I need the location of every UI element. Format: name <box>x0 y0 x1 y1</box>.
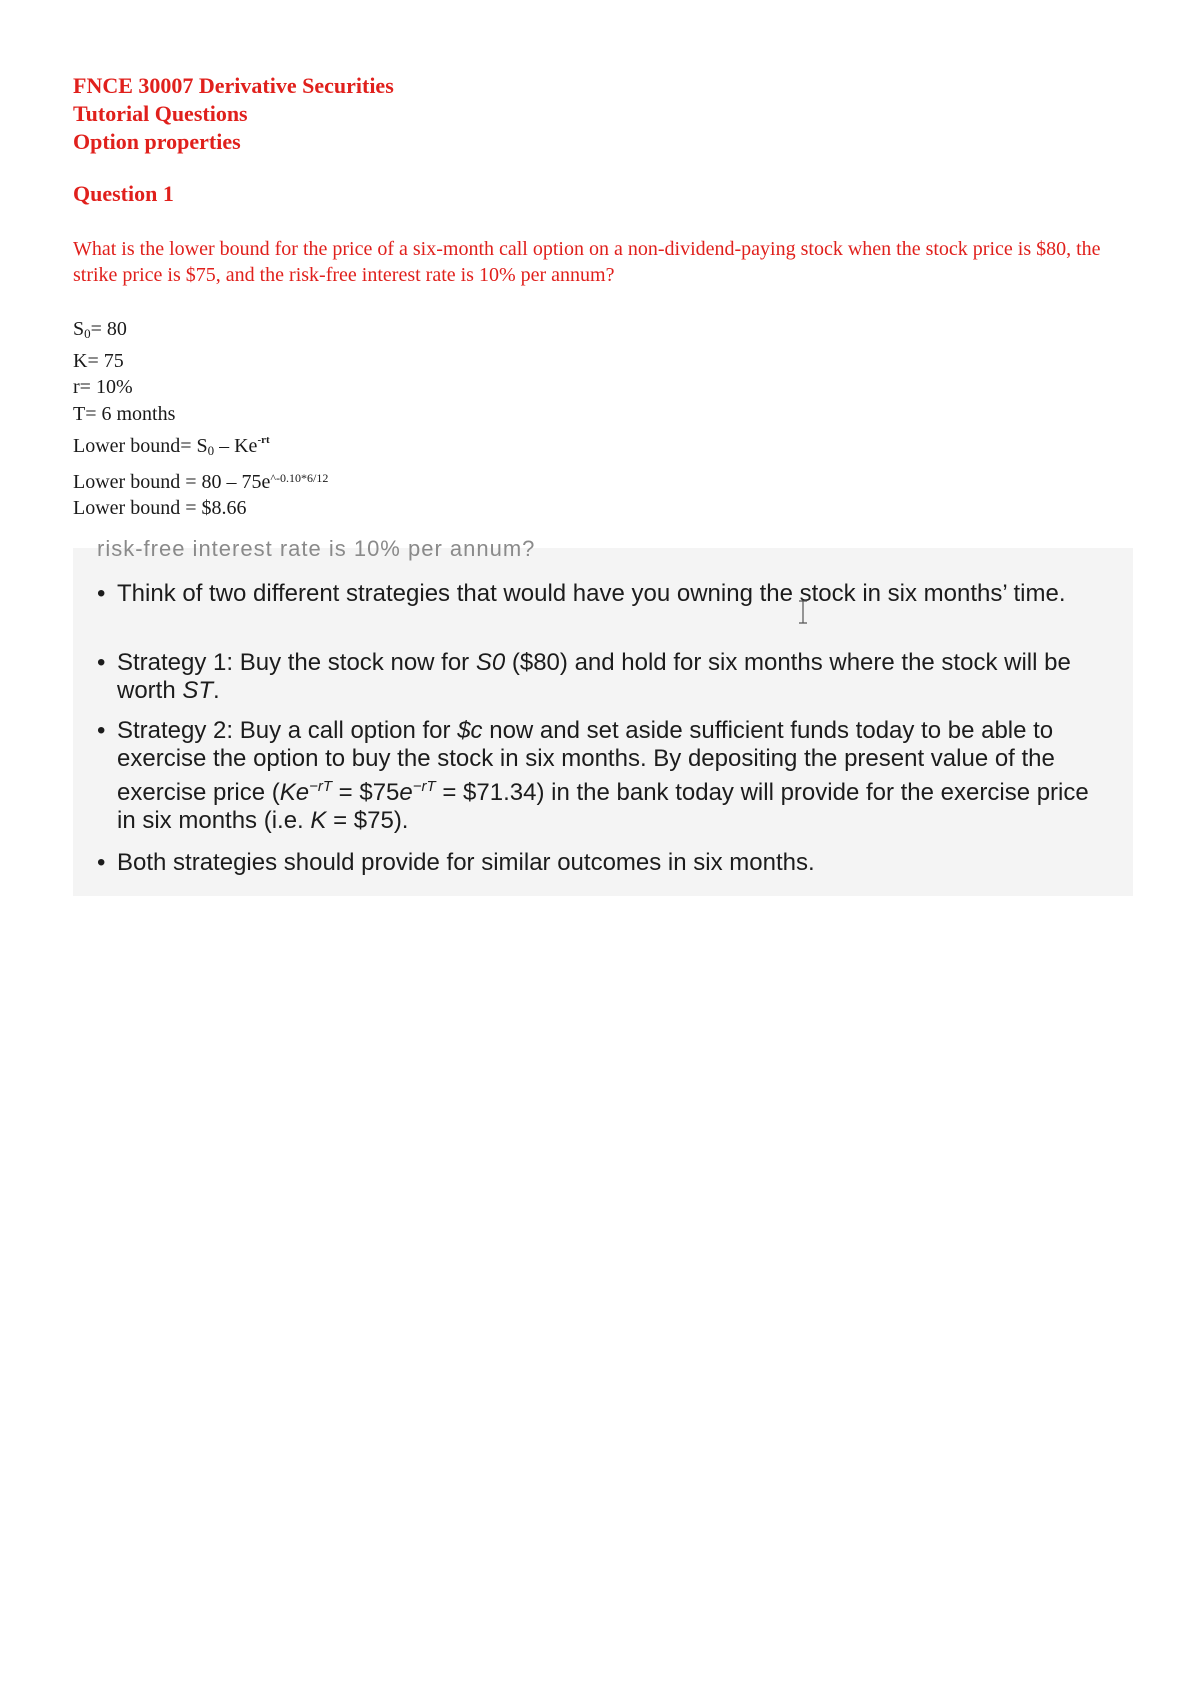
question-text: What is the lower bound for the price of a six-month call option on a non-dividend-paying stock when the stock price is $80, the strike price is $75, and the risk-free interest rate is 10% per annum? <box>73 238 1101 286</box>
text-cursor-icon <box>798 600 808 624</box>
document-subtitle: Tutorial Questions <box>73 101 248 126</box>
bullet-icon: • <box>97 649 106 676</box>
t-line: T= 6 months <box>73 402 176 425</box>
embedded-slide-image <box>73 536 1133 896</box>
course-title: FNCE 30007 Derivative Securities <box>73 73 394 98</box>
k-line: K= 75 <box>73 349 124 372</box>
lower-bound-formula: Lower bound= $S_0 - Ke^{-rt}$ <box>73 434 270 458</box>
worked-solution <box>73 316 1133 522</box>
bullet-icon: • <box>97 717 106 744</box>
cropped-slide-text: risk-free interest rate is 10% per annum? <box>97 536 536 561</box>
bullet-icon: • <box>97 580 106 607</box>
r-line: r= 10% <box>73 376 133 398</box>
slide-bullet-1: • Think of two different strategies that would have you owning the stock in six months’ time. <box>97 580 1066 607</box>
lower-bound-result: Lower bound = $8.66 <box>73 497 247 519</box>
topic-title: Option properties <box>73 129 241 154</box>
slide-bullet-3: • Strategy 2: Buy a call option for $c now and set aside sufficient funds today to be able to exercise the option to buy the stock in six months. By depositing the present value of the exercise price ($Ke^{-rT}$ = $\$75e^{-rT}$ = $71.34) in the bank today will provide for the exercise price in six months (i.e. K = $75). <box>97 717 1089 834</box>
document-body <box>73 72 1133 522</box>
question-label: Question 1 <box>73 181 174 206</box>
slide-bullet-2: • Strategy 1: Buy the stock now for S0 ($80) and hold for six months where the stock will be worth ST. <box>97 649 1071 704</box>
s0-line: $S_0= 80$ <box>73 318 127 341</box>
bullet-icon: • <box>97 849 106 876</box>
slide-bullet-4: • Both strategies should provide for similar outcomes in six months. <box>97 849 815 876</box>
lower-bound-substitution: Lower bound = $80 - 75e^{\^{}-0.10*6/12}$ <box>73 470 329 493</box>
